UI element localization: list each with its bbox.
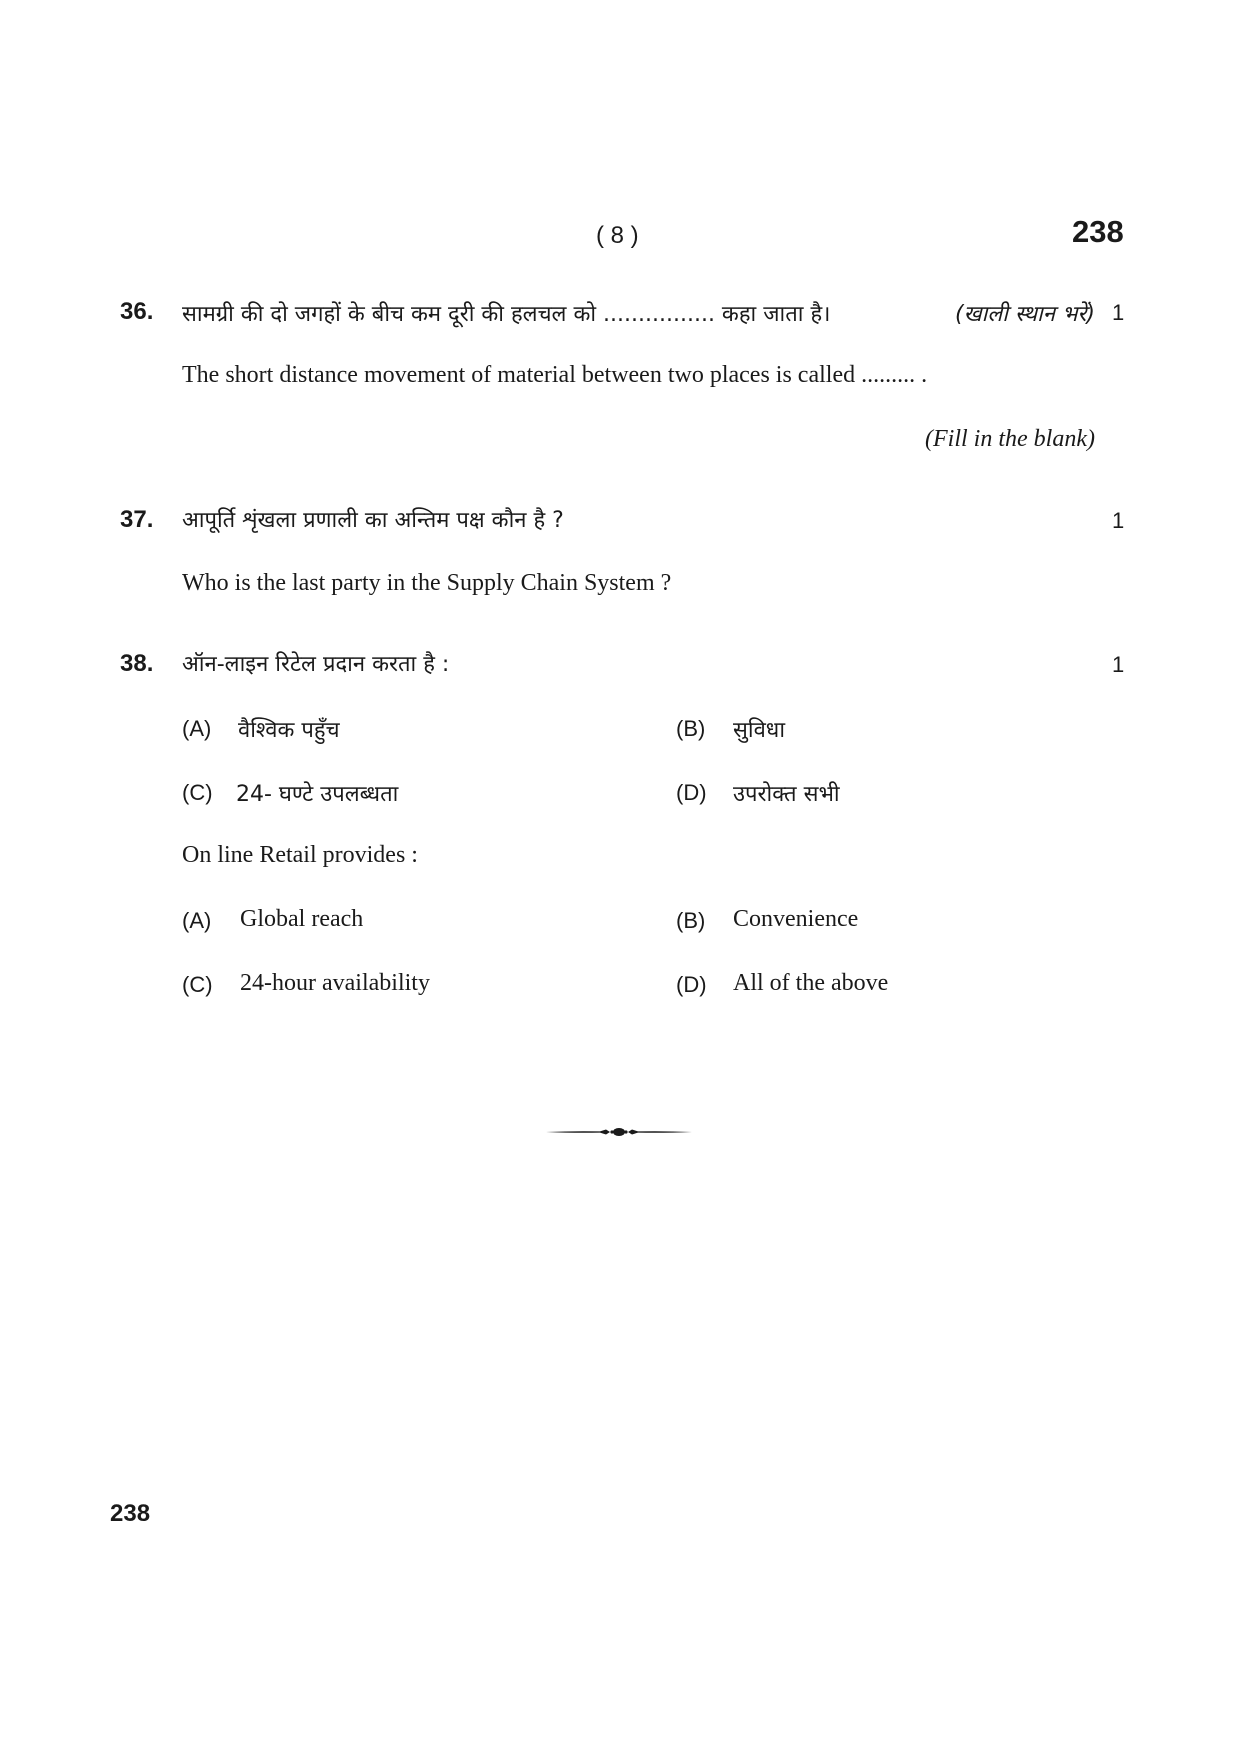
option-letter: (A) bbox=[182, 716, 212, 741]
option-letter: (B) bbox=[676, 908, 706, 933]
question-note-english: (Fill in the blank) bbox=[925, 426, 1095, 452]
question-text-hindi: आपूर्ति शृंखला प्रणाली का अन्तिम पक्ष कौन है ? bbox=[182, 508, 564, 533]
question-marks: 1 bbox=[1112, 300, 1125, 325]
option-letter: (A) bbox=[182, 908, 212, 933]
paper-code-header: 238 bbox=[1072, 214, 1124, 249]
question-text-hindi: ऑन-लाइन रिटेल प्रदान करता है : bbox=[182, 652, 450, 677]
question-text-hindi: सामग्री की दो जगहों के बीच कम दूरी की हलचल को ................ कहा जाता है। bbox=[182, 302, 831, 327]
question-text-english: The short distance movement of material between two places is called ......... . bbox=[182, 362, 928, 388]
question-number: 38. bbox=[120, 650, 154, 677]
page-number: ( 8 ) bbox=[596, 222, 639, 249]
option-letter: (C) bbox=[182, 972, 213, 997]
question-text-english: On line Retail provides : bbox=[182, 842, 418, 868]
option-text: Convenience bbox=[733, 906, 859, 932]
end-ornament-icon bbox=[546, 1126, 692, 1138]
question-note-hindi: (खाली स्थान भरें) bbox=[955, 302, 1096, 327]
option-letter: (C) bbox=[182, 780, 213, 805]
option-text: वैश्विक पहुँच bbox=[238, 718, 340, 743]
question-marks: 1 bbox=[1112, 508, 1125, 533]
option-letter: (B) bbox=[676, 716, 706, 741]
option-text: 24-hour availability bbox=[240, 970, 430, 996]
question-marks: 1 bbox=[1112, 652, 1125, 677]
option-text: 24- घण्टे उपलब्धता bbox=[236, 782, 399, 807]
option-text: उपरोक्त सभी bbox=[733, 782, 840, 807]
option-text: All of the above bbox=[733, 970, 889, 996]
option-text: Global reach bbox=[240, 906, 364, 932]
question-text-english: Who is the last party in the Supply Chain System ? bbox=[182, 570, 672, 596]
question-number: 37. bbox=[120, 506, 154, 533]
paper-code-footer: 238 bbox=[110, 1500, 151, 1527]
question-number: 36. bbox=[120, 298, 154, 325]
option-letter: (D) bbox=[676, 972, 707, 997]
option-letter: (D) bbox=[676, 780, 707, 805]
option-text: सुविधा bbox=[733, 718, 786, 743]
